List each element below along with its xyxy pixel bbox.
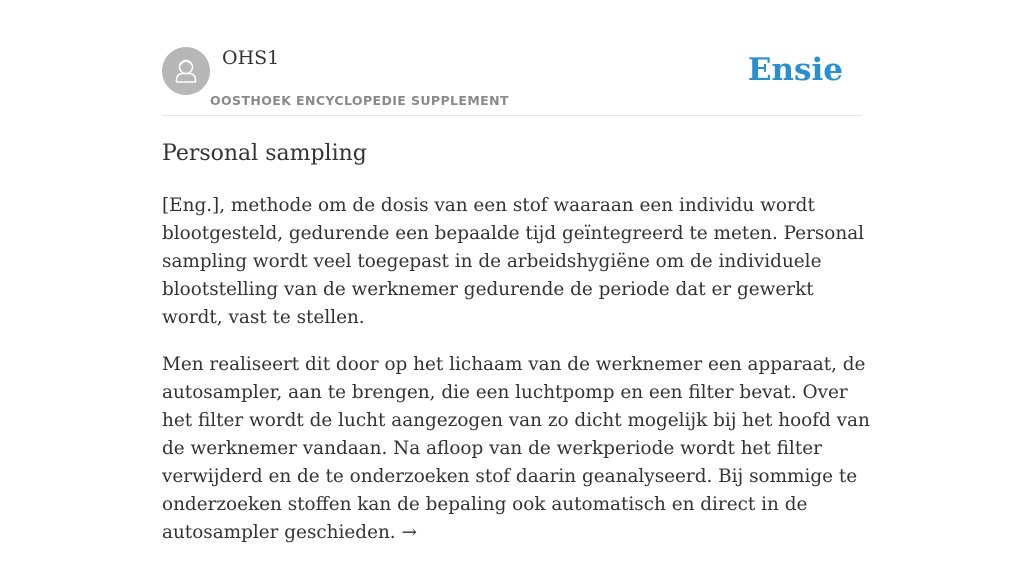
read-more-arrow-link[interactable]: → [401,522,417,543]
entry-header [162,47,862,116]
article-paragraph [162,351,870,547]
page-title: Personal sampling [162,141,367,166]
source-name[interactable]: OOSTHOEK ENCYCLOPEDIE SUPPLEMENT [210,93,509,108]
site-logo[interactable]: Ensie [747,52,843,88]
author-avatar[interactable] [162,47,210,95]
author-name[interactable]: OHS1 [222,47,280,69]
article-paragraph-text: Men realiseert dit door op het lichaam van de werknemer een apparaat, de autosampler, aan te brengen, die een luchtpomp en een filter bevat. Over het filter wordt de lucht aangezogen van zo dicht mogelijk bij het hoofd van de werknemer vandaan. Na afloop van de werkperiode wordt het filter verwijderd en de te onderzoeken stof daarin geanalyseerd. Bij sommige te onderzoeken stoffen kan de bepaling ook automatisch en direct in de autosampler geschieden. [162,354,870,543]
article-paragraph: [Eng.], methode om de dosis van een stof waaraan een individu wordt blootgesteld, gedurende een bepaalde tijd geïntegreerd te meten. Personal sampling wordt veel toegepast in de arbeidshygiëne om de individuele blootstelling van de werknemer gedurende de periode dat er gewerkt wordt, vast te stellen. [162,195,865,328]
article-body [162,192,870,566]
user-icon [162,47,210,95]
